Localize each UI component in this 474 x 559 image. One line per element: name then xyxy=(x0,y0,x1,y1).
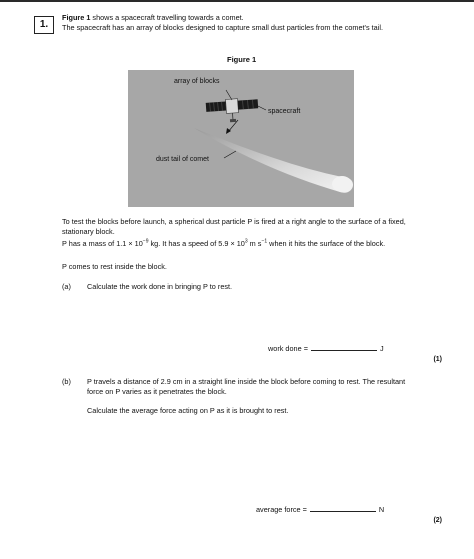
average-force-answer-field[interactable] xyxy=(310,503,376,512)
average-force-label: average force = xyxy=(256,505,307,514)
part-a-label: (a) xyxy=(62,282,71,291)
label-spacecraft: spacecraft xyxy=(268,108,301,115)
figure-illustration xyxy=(128,70,354,207)
paragraph-mass-speed xyxy=(62,239,422,249)
part-b-label: (b) xyxy=(62,377,71,386)
part-a-marks: (1) xyxy=(433,356,442,363)
paragraph-rest: P comes to rest inside the block. xyxy=(62,262,167,271)
intro-line-1: shows a spacecraft travelling towards a comet. xyxy=(90,13,244,22)
question-intro xyxy=(62,13,422,33)
label-dust-tail: dust tail of comet xyxy=(156,156,209,163)
spacecraft-figure xyxy=(128,70,354,207)
tail-pointer xyxy=(224,151,236,158)
speed-text: kg. It has a speed of 5.9 × 10 xyxy=(148,239,245,248)
part-b-description: P travels a distance of 2.9 cm in a straight line inside the block before coming to rest. The resultant force on P varies as it penetrates the block. xyxy=(87,377,406,396)
question-number: 1. xyxy=(34,16,54,34)
array-pointer xyxy=(226,90,232,100)
mass-text: P has a mass of 1.1 × 10 xyxy=(62,239,143,248)
part-a-answer-row xyxy=(268,342,384,354)
spacecraft xyxy=(206,97,259,124)
figure-ref: Figure 1 xyxy=(62,13,91,22)
mass-exponent: −9 xyxy=(142,238,149,245)
work-done-answer-field[interactable] xyxy=(311,342,377,351)
work-done-label: work done = xyxy=(268,344,308,353)
speed-unit: m s xyxy=(247,239,262,248)
average-force-unit: N xyxy=(378,505,385,514)
speed-unit-exponent: −1 xyxy=(261,238,268,245)
spacecraft-pointer xyxy=(258,106,266,110)
comet-tail xyxy=(194,128,353,193)
part-a-question: Calculate the work done in bringing P to rest. xyxy=(87,282,233,291)
figure-title: Figure 1 xyxy=(227,55,257,64)
speed-exponent: 3 xyxy=(244,238,248,245)
part-b-marks: (2) xyxy=(433,517,442,524)
label-array-of-blocks: array of blocks xyxy=(174,78,220,85)
intro-line-2: The spacecraft has an array of blocks designed to capture small dust particles from the comet's tail. xyxy=(62,23,383,32)
part-b-answer-row xyxy=(256,503,384,515)
part-b-question: Calculate the average force acting on P as it is brought to rest. xyxy=(87,406,289,415)
work-done-unit: J xyxy=(379,344,384,353)
comet-head xyxy=(332,176,352,192)
hit-text: when it hits the surface of the block. xyxy=(267,239,386,248)
paragraph-test-description: To test the blocks before launch, a spherical dust particle P is fired at a right angle to the surface of a fixed, stationary block. xyxy=(62,217,406,236)
